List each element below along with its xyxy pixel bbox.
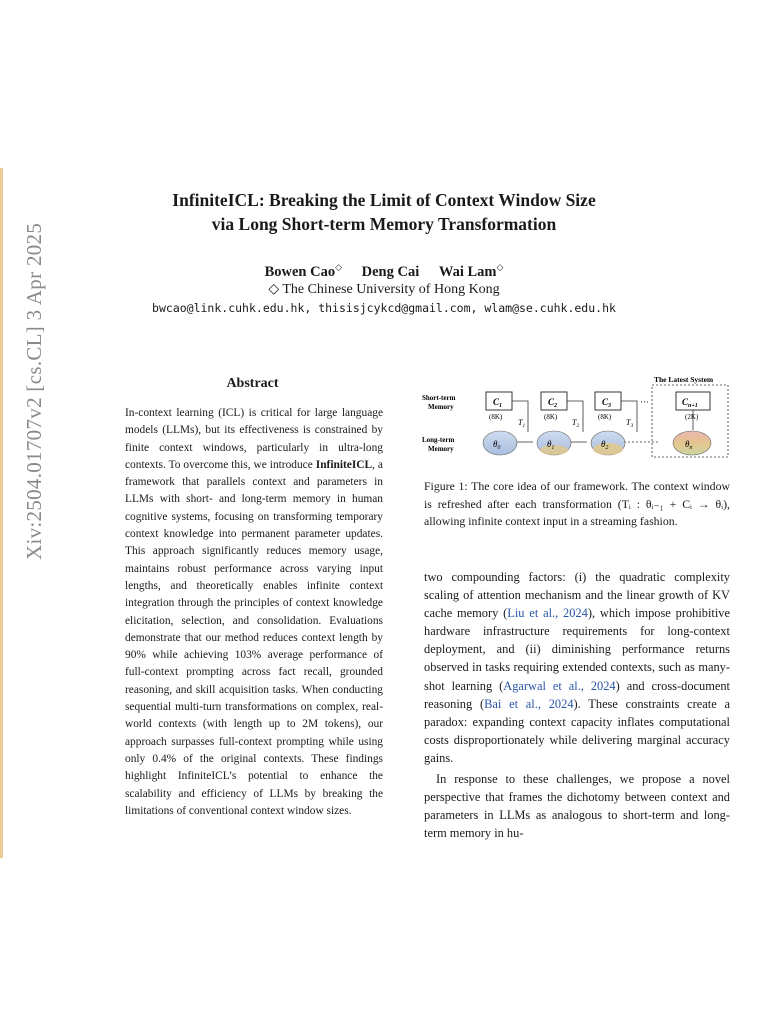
framework-figure: [420, 372, 732, 472]
context-box-2: [541, 392, 567, 421]
body-paragraph-2: In response to these challenges, we propose a novel perspective that frames the dichotomy between context and parameters in LLMs as analogous to short-term and long-term memory in hu-: [424, 772, 730, 841]
abstract-text: In-context learning (ICL) is critical for large language models (LLMs), but its effectiveness is constrained by finite context windows, particularly in ultra-long contexts. To overcome this, we introduce InfiniteICL, a framework that parallels context and parameters in LLMs with short- and long-term memory in human cognitive systems, focusing on transforming temporary context knowledge into permanent parameter updates. This approach significantly reduces memory usage, maintains robust performance across varying input lengths, and theoretically enables infinite context integration through the principles of context knowledge elicitation, selection, and consolidation. Evaluations demonstrate that our method reduces context length by 90% while achieving 103% average performance of full-context prompting across fact recall, grounded reasoning, and skill acquisition tasks. When conducting sequential multi-turn transformations on complex, real-world contexts (with length up to 2M tokens), our approach surpasses full-context prompting while using only 0.4% of the original contexts. These findings highlight InfiniteICL’s potential to enhance the scalability and efficiency of LLMs by breaking the limitations of conventional context window sizes.: [125, 407, 383, 817]
body-text: [424, 568, 730, 842]
context-box-1: [486, 392, 512, 421]
long-term-label-2: Memory: [428, 445, 454, 453]
svg-text:C1: $C_1$: [493, 397, 503, 409]
transform-label-1: $T_1$: [518, 418, 526, 429]
brain-theta-0: [483, 431, 517, 455]
paper-title: [0, 188, 768, 236]
author-list: [0, 262, 768, 281]
brain-theta-n: [673, 431, 711, 455]
short-term-label-2: Memory: [428, 403, 454, 411]
citation-liu[interactable]: Liu et al., 2024: [507, 606, 588, 621]
svg-text:C3: $C_3$: [602, 397, 612, 409]
svg-text:(8K): (8K): [544, 413, 558, 421]
title-line-1: InfiniteICL: Breaking the Limit of Context Window Size: [172, 190, 596, 210]
context-box-3: [595, 392, 621, 421]
svg-text:θ2: $\theta_2$: [601, 439, 609, 451]
transform-label-2: $T_2$: [572, 418, 580, 429]
author-emails: bwcao@link.cuhk.edu.hk, thisisjcykcd@gmail.com, wlam@se.cuhk.edu.hk: [152, 301, 616, 315]
transform-arrows: [512, 401, 660, 442]
citation-bai[interactable]: Bai et al., 2024: [484, 696, 574, 711]
author-3: Wai Lam◇: [438, 262, 504, 280]
affiliation: ◇ The Chinese University of Hong Kong: [268, 282, 500, 297]
svg-text:Cn+1: $C_{n+1}$: [682, 397, 698, 409]
transform-label-3: $T_3$: [626, 418, 634, 429]
author-2: Deng Cai: [361, 263, 420, 280]
author-1: Bowen Cao◇: [264, 262, 343, 280]
short-term-label-1: Short-term: [422, 394, 456, 402]
figure-caption: Figure 1: The core idea of our framework. The context window is refreshed after each transformation (Tᵢ : θᵢ₋₁ + Cᵢ → θᵢ), allowing infinite context input in a streaming fashion.: [424, 479, 730, 529]
arxiv-sidebar-id: Xiv:2504.01707v2 [cs.CL] 3 Apr 2025: [22, 222, 46, 560]
svg-text:θ0: $\theta_0$: [493, 439, 501, 451]
framework-name: InfiniteICL: [315, 458, 373, 471]
brain-theta-1: [537, 431, 571, 455]
svg-text:θn: $\theta_n$: [685, 439, 693, 451]
abstract-heading: Abstract: [226, 376, 279, 391]
long-term-label-1: Long-term: [422, 436, 455, 444]
body-paragraph-1: two compounding factors: (i) the quadratic complexity scaling of attention mechanism and the linear growth of KV cache memory (Liu et al., 2024), which impose prohibitive hardware infrastructure requirements for long-context deployment, and (ii) diminishing performance returns observed in tasks requiring extended contexts, such as many-shot learning (Agarwal et al., 2024) and cross-document reasoning (Bai et al., 2024). These constraints create a paradox: expanding context capacity inflates computational costs disproportionately while delivering marginal accuracy gains.: [424, 570, 730, 765]
figure-ellipsis: ···: [640, 397, 649, 407]
citation-agarwal[interactable]: Agarwal et al., 2024: [503, 678, 616, 693]
title-line-2: via Long Short-term Memory Transformation: [211, 214, 557, 234]
svg-text:(2K): (2K): [685, 413, 699, 421]
brain-theta-2: [591, 431, 625, 455]
svg-text:θ1: $\theta_1$: [547, 439, 555, 451]
svg-text:(8K): (8K): [489, 413, 503, 421]
latest-system-label: The Latest System: [654, 375, 714, 384]
svg-text:(8K): (8K): [598, 413, 612, 421]
svg-text:C2: $C_2$: [548, 397, 558, 409]
